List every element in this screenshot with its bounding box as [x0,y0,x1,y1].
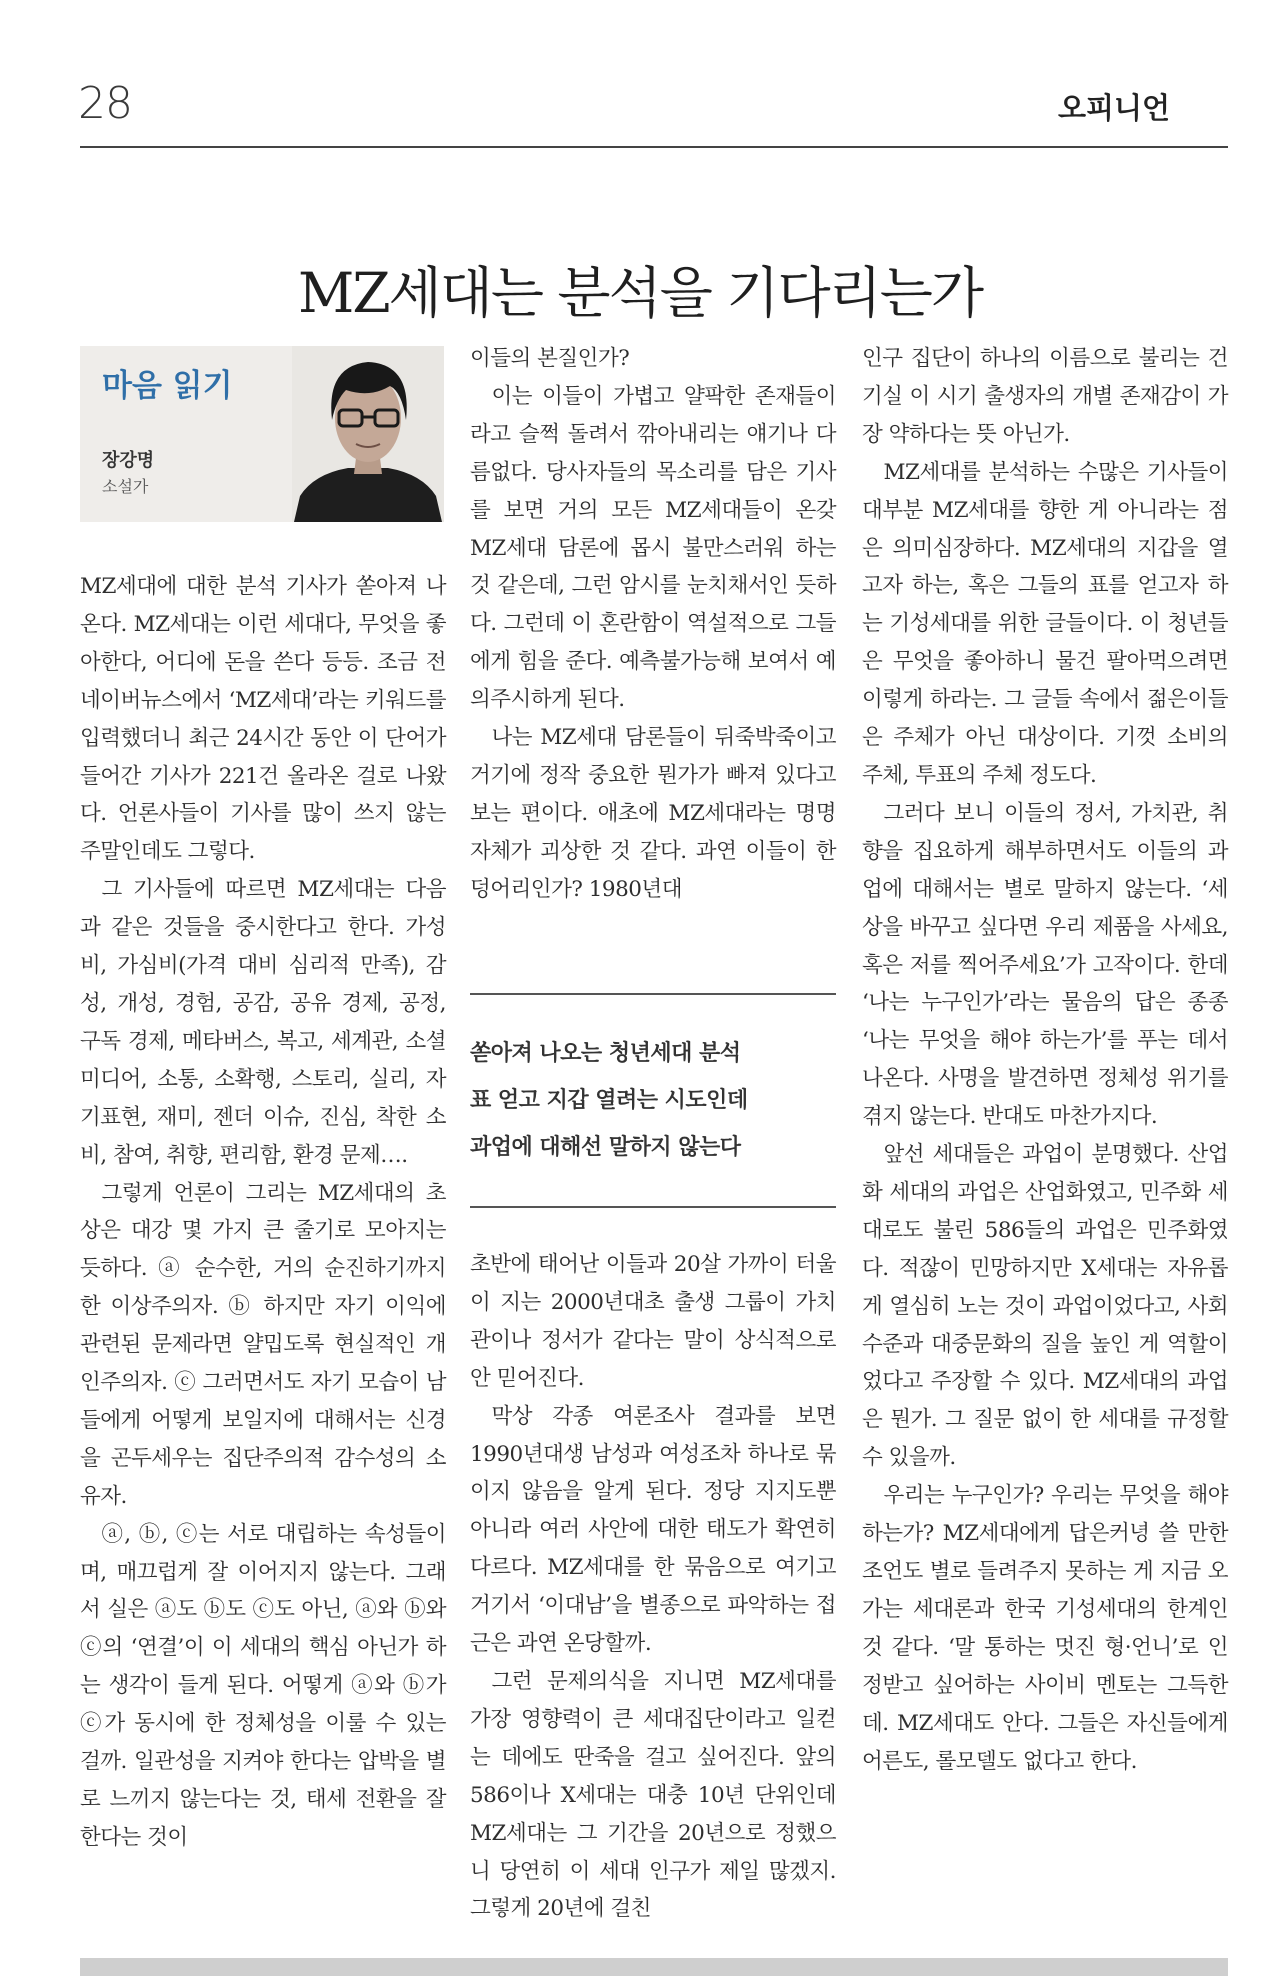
paragraph: MZ세대를 분석하는 수많은 기사들이 대부분 MZ세대를 향한 게 아니라는 점은 의미심장하다. MZ세대의 지갑을 열고자 하는, 혹은 그들의 표를 얻고자 하는 기성세대를 위한 글들이다. 이 청년들은 무엇을 좋아하니 물건 팔아먹으려면 이렇게 하라는. 그 글들 속에서 젊은이들은 주체가 아닌 대상이다. 기껏 소비의 주체, 투표의 주체 정도다. [862,459,1228,788]
footer-bar [80,1958,1228,1976]
pull-quote-rule-bottom [470,1206,836,1208]
author-name: 장강명 [102,450,155,471]
paragraph: 나는 MZ세대 담론들이 뒤죽박죽이고 거기에 정작 중요한 뭔가가 빠져 있다고 보는 편이다. 애초에 MZ세대라는 명명 자체가 괴상한 것 같다. 과연 이들이 한 덩어리인가? 1980년대 [470,725,836,902]
author-box [80,346,444,522]
body-column-2-top [470,340,836,909]
paragraph: 그 기사들에 따르면 MZ세대는 다음과 같은 것들을 중시한다고 한다. 가성비, 가심비(가격 대비 심리적 만족), 감성, 개성, 경험, 공감, 공유 경제, 공정, 구독 경제, 메타버스, 복고, 세계관, 소셜 미디어, 소통, 소확행, 스토리, 실리, 자기표현, 재미, 젠더 이슈, 진심, 착한 소비, 참여, 취향, 편리함, 환경 문제…. [80,877,446,1168]
paragraph: MZ세대에 대한 분석 기사가 쏟아져 나온다. MZ세대는 이런 세대다, 무엇을 좋아한다, 어디에 돈을 쓴다 등등. 조금 전 네이버뉴스에서 ‘MZ세대’라는 키워드를 입력했더니 최근 24시간 동안 이 단어가 들어간 기사가 221건 올라온 걸로 나왔다. 언론사들이 기사를 많이 쓰지 않는 주말인데도 그렇다. [80,574,446,865]
paragraph: 이들의 본질인가? [470,346,630,371]
pull-quote-line: 과업에 대해선 말하지 않는다 [470,1135,741,1160]
pull-quote-rule-top [470,993,836,995]
pull-quote-line: 표 얻고 지갑 열려는 시도인데 [470,1088,748,1113]
page-number: 28 [78,78,132,129]
paragraph: 그렇게 언론이 그리는 MZ세대의 초상은 대강 몇 가지 큰 줄기로 모아지는 듯하다. ⓐ 순수한, 거의 순진하기까지 한 이상주의자. ⓑ 하지만 자기 이익에 관련된 문제라면 얄밉도록 현실적인 개인주의자. ⓒ 그러면서도 자기 모습이 남들에게 어떻게 보일지에 대해서는 신경을 곤두세우는 집단주의적 감수성의 소유자. [80,1180,446,1509]
paragraph: 초반에 태어난 이들과 20살 가까이 터울이 지는 2000년대초 출생 그룹이 가치관이나 정서가 같다는 말이 상식적으로 안 믿어진다. [470,1252,836,1391]
paragraph: 이는 이들이 가볍고 얄팍한 존재들이라고 슬쩍 돌려서 깎아내리는 얘기나 다름없다. 당사자들의 목소리를 담은 기사를 보면 거의 모든 MZ세대들이 온갖 MZ세대 담론에 몹시 불만스러워 하는 것 같은데, 그런 암시를 눈치채서인 듯하다. 그런데 이 혼란함이 역설적으로 그들에게 힘을 준다. 예측불가능해 보여서 예의주시하게 된다. [470,383,836,713]
header-divider [80,146,1228,148]
paragraph: 그러다 보니 이들의 정서, 가치관, 취향을 집요하게 해부하면서도 이들의 과업에 대해서는 별로 말하지 않는다. ‘세상을 바꾸고 싶다면 우리 제품을 사세요, 혹은 저를 찍어주세요’가 고작이다. 한데 ‘나는 누구인가’라는 물음의 답은 종종 ‘나는 무엇을 해야 하는가’를 푸는 데서 나온다. 사명을 발견하면 정체성 위기를 겪지 않는다. 반대도 마찬가지다. [862,800,1228,1130]
paragraph: 우리는 누구인가? 우리는 무엇을 해야 하는가? MZ세대에게 답은커녕 쓸 만한 조언도 별로 들려주지 못하는 게 지금 오가는 세대론과 한국 기성세대의 한계인 것 같다. ‘말 통하는 멋진 형·언니’로 인정받고 싶어하는 사이비 멘토는 그득한데. MZ세대도 안다. 그들은 자신들에게 어른도, 롤모델도 없다고 한다. [862,1483,1228,1774]
paragraph: ⓐ, ⓑ, ⓒ는 서로 대립하는 속성들이며, 매끄럽게 잘 이어지지 않는다. 그래서 실은 ⓐ도 ⓑ도 ⓒ도 아닌, ⓐ와 ⓑ와 ⓒ의 ‘연결’이 이 세대의 핵심 아닌가 하는 생각이 들게 된다. 어떻게 ⓐ와 ⓑ가 ⓒ가 동시에 한 정체성을 이룰 수 있는 걸까. 일관성을 지켜야 한다는 압박을 별로 느끼지 않는다는 것, 태세 전환을 잘한다는 것이 [80,1521,446,1850]
paragraph: 앞선 세대들은 과업이 분명했다. 산업화 세대의 과업은 산업화였고, 민주화 세대로도 불린 586들의 과업은 민주화였다. 적잖이 민망하지만 X세대는 자유롭게 열심히 노는 것이 과업이었다고, 사회 수준과 대중문화의 질을 높인 게 역할이었다고 주장할 수 있다. MZ세대의 과업은 뭔가. 그 질문 없이 한 세대를 규정할 수 있을까. [862,1142,1228,1471]
section-label: 오피니언 [1057,91,1170,125]
paragraph: 막상 각종 여론조사 결과를 보면 1990년대생 남성과 여성조차 하나로 묶이지 않음을 알게 된다. 정당 지지도뿐 아니라 여러 사안에 대한 태도가 확연히 다르다. MZ세대를 한 묶음으로 여기고 거기서 ‘이대남’을 별종으로 파악하는 접근은 과연 온당할까. [470,1403,836,1657]
author-role: 소설가 [102,477,149,496]
headline: MZ세대는 분석을 기다리는가 [298,260,982,325]
body-column-3 [862,340,1228,1780]
body-column-2-bottom [470,1246,836,1928]
column-name: 마음 읽기 [102,368,233,404]
paragraph: 인구 집단이 하나의 이름으로 불리는 건 기실 이 시기 출생자의 개별 존재감이 가장 약하다는 뜻 아닌가. [862,346,1228,447]
paragraph: 그런 문제의식을 지니면 MZ세대를 가장 영향력이 큰 세대집단이라고 일컫는 데에도 딴죽을 걸고 싶어진다. 앞의 586이나 X세대는 대충 10년 단위인데 MZ세대는 그 기간을 20년으로 정했으니 당연히 이 세대 인구가 제일 많겠지. 그렇게 20년에 걸친 [470,1668,836,1922]
pull-quote [470,1030,836,1171]
body-column-1 [80,568,446,1857]
pull-quote-line: 쏟아져 나오는 청년세대 분석 [470,1041,741,1066]
author-photo [292,346,444,522]
